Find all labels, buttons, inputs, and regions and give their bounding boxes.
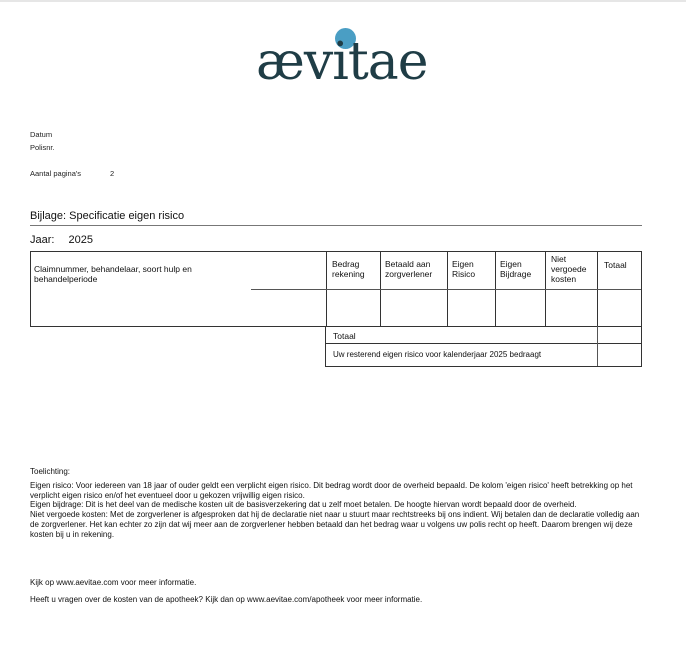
column-header-eigen-risico: Eigen Risico <box>452 259 476 279</box>
year-row <box>30 234 93 246</box>
page-title: Bijlage: Specificatie eigen risico <box>30 210 185 222</box>
column-header-betaald: Betaald aan zorgverlener <box>385 259 433 279</box>
explanation-niet-vergoed: Niet vergoede kosten: Met de zorgverlener is afgesproken dat hij de declaratie niet naar u stuurt maar rechtstreeks bij ons indient. Wij betalen dan de declaratie volledig aan de zorgverlener. Het kan echter zo zijn dat wij meer aan de zorgverlener hebben betaald dan het bedrag waar u volgens uw polis recht op heeft. Daarom brengen wij deze kosten bij u in rekening. <box>30 510 640 539</box>
column-header-niet-vergoed: Niet vergoede kosten <box>551 254 587 284</box>
aevitae-logo <box>256 28 428 92</box>
summary-total-label: Totaal <box>333 331 356 341</box>
pages-label: Aantal pagina's <box>30 169 82 178</box>
column-header-claim: Claimnummer, behandelaar, soort hulp en behandelperiode <box>34 264 192 284</box>
explanation-eigen-bijdrage: Eigen bijdrage: Dit is het deel van de medische kosten uit de basisverzekering dat u zelf moet betalen. De hoogte hiervan wordt bepaald door de overheid. <box>30 500 577 510</box>
info-link-general: Kijk op www.aevitae.com voor meer informatie. <box>30 578 197 587</box>
explanation-eigen-risico: Eigen risico: Voor iedereen van 18 jaar of ouder geldt een verplicht eigen risico. Dit bedrag wordt door de overheid bepaald. De kolom 'eigen risico' heeft betrekking op het verplicht eigen risico en/of het eventueel door u gekozen vrijwillig eigen risico. <box>30 480 633 500</box>
info-links <box>30 578 422 612</box>
summary-remaining-label: Uw resterend eigen risico voor kalenderjaar 2025 bedraagt <box>333 350 542 359</box>
datum-label: Datum <box>30 130 53 139</box>
polisnr-label: Polisnr. <box>30 143 55 152</box>
logo-text: ævitae <box>256 32 428 92</box>
column-header-totaal: Totaal <box>604 260 627 270</box>
column-header-bedrag: Bedrag rekening <box>332 259 365 279</box>
pages-value: 2 <box>110 169 115 178</box>
summary-table <box>325 326 642 367</box>
explanation-title: Toelichting: <box>30 467 71 476</box>
datum-row <box>30 130 52 139</box>
polisnr-row <box>30 143 55 152</box>
title-divider <box>30 225 642 226</box>
year-value: 2025 <box>68 234 93 246</box>
column-header-eigen-bijdrage: Eigen Bijdrage <box>500 259 532 279</box>
specification-table <box>30 251 642 327</box>
top-border <box>0 0 686 2</box>
pages-row <box>30 169 115 178</box>
year-label: Jaar: <box>30 234 55 246</box>
info-link-pharmacy: Heeft u vragen over de kosten van de apotheek? Kijk dan op www.aevitae.com/apotheek voor meer informatie. <box>30 594 423 604</box>
explanation-section <box>30 467 642 540</box>
